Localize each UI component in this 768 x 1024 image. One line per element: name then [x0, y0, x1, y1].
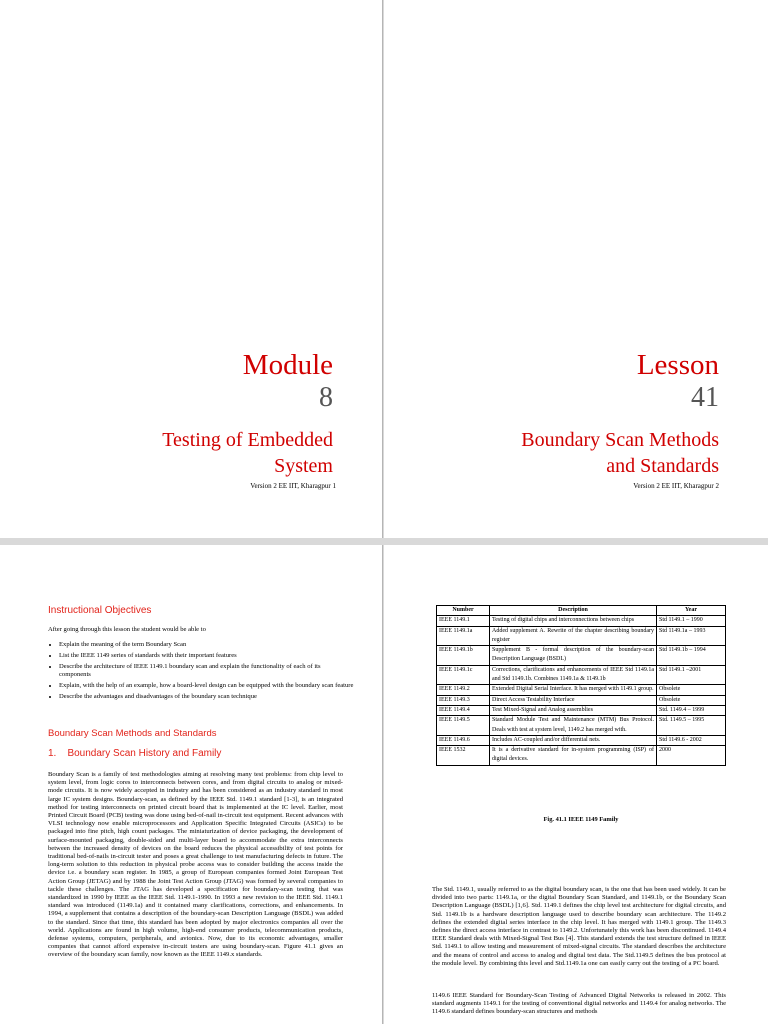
- module-title-line-2: System: [274, 455, 333, 477]
- table-cell: IEEE 1149.1c: [437, 665, 490, 685]
- table-cell: Supplement B - formal description of the boundary-scan Description Language (BSDL): [490, 646, 657, 666]
- table-cell: Added supplement A. Rewrite of the chapter describing boundary register: [490, 626, 657, 646]
- table-cell: Obsolete: [657, 695, 726, 705]
- page-1: [0, 0, 383, 538]
- lesson-title-line-1: Boundary Scan Methods: [521, 429, 719, 451]
- table-header-row: [437, 606, 726, 616]
- table-row: [437, 695, 726, 705]
- table-cell: Std 1149.6 - 2002: [657, 735, 726, 745]
- table-row: [437, 685, 726, 695]
- table-cell: Corrections, clarifications and enhancements of IEEE Std 1149.1a and Std 1149.1b. Combines 1149.1a & 1149.1b: [490, 665, 657, 685]
- lesson-title-line-2: and Standards: [606, 455, 719, 477]
- table-cell: Std 1149.1 – 1990: [657, 616, 726, 626]
- table-cell: IEEE 1149.1: [437, 616, 490, 626]
- table-cell: Std 1149.1 –2001: [657, 665, 726, 685]
- table-cell: 2000: [657, 746, 726, 766]
- list-item: • Explain the meaning of the term Boundary Scan: [59, 641, 354, 649]
- table-row: [437, 735, 726, 745]
- table-cell: IEEE 1149.3: [437, 695, 490, 705]
- list-item: • Describe the architecture of IEEE 1149.1 boundary scan and explain the functionality of each of its components: [59, 663, 354, 679]
- table-cell: It is a derivative standard for in-system programming (ISP) of digital devices.: [490, 746, 657, 766]
- table-cell: IEEE 1149.2: [437, 685, 490, 695]
- objectives-list: [47, 641, 354, 704]
- module-number: 8: [319, 382, 333, 413]
- list-item: • Describe the advantages and disadvantages of the boundary scan technique: [59, 693, 354, 701]
- table-cell: IEEE 1532: [437, 746, 490, 766]
- body-paragraph-1: The Std. 1149.1, usually referred to as the digital boundary scan, is the one that has been used widely. It can be divided into two parts: 1149.1a, or the digital Boundary Scan Standard, and 1149.1b, or the Boundary Scan Description Language (BSDL) [1,6]. Std. 1149.1 defines the chip level test architecture for digital circuits, and Std. 1149.1b is a hardware description language used to describe boundary scan architecture. The 1149.2 defines the extended digital series interface in the chip level. It has merged with 1149.1 group. The 1149.3 defines the direct access interface in contrast to 1149.2. Unfortunately this work has been discontinued. 1149.4 IEEE Standard deals with Mixed-Signal Test Bus [4]. This standard extends the test structure defined in IEEE Std. 1149.1 to allow testing and measurement of mixed-signal circuits. The standard describes the architecture and the means of control and access to analog and digital test data. The Std.1149.5 defines the bus protocol at the module level. By combining this level and Std.1149.1a one can easily carry out the testing of a PC board.: [432, 886, 726, 967]
- objectives-heading: Instructional Objectives: [48, 605, 152, 616]
- table-cell: IEEE 1149.6: [437, 735, 490, 745]
- list-item: • List the IEEE 1149 series of standards with their important features: [59, 652, 354, 660]
- table-cell: IEEE 1149.5: [437, 716, 490, 736]
- page-footer: Version 2 EE IIT, Kharagpur 2: [633, 482, 719, 490]
- table-cell: Standard Module Test and Maintenance (MTM) Bus Protocol. Deals with test at system level, 1149.2 has merged with.: [490, 716, 657, 736]
- table-cell: Testing of digital chips and interconnections between chips: [490, 616, 657, 626]
- body-paragraph-2: 1149.6 IEEE Standard for Boundary-Scan Testing of Advanced Digital Networks is released in 2002. This standard augments 1149.1 for the testing of conventional digital networks and 1149.4 for analog networks. The 1149.6 standard defines boundary-scan structures and methods: [432, 992, 726, 1016]
- table-cell: IEEE 1149.4: [437, 705, 490, 715]
- table-cell: Direct Access Testability Interface: [490, 695, 657, 705]
- module-title-block: [162, 349, 333, 479]
- table-row: [437, 616, 726, 626]
- column-header: Number: [437, 606, 490, 616]
- section-heading: Boundary Scan Methods and Standards: [48, 728, 217, 739]
- lesson-label: Lesson: [636, 349, 719, 381]
- column-header: Year: [657, 606, 726, 616]
- page-4: [384, 545, 768, 1024]
- table-cell: Std 1149.1b – 1994: [657, 646, 726, 666]
- table-row: [437, 716, 726, 736]
- table-cell: Test Mixed-Signal and Analog assemblies: [490, 705, 657, 715]
- table-cell: Extended Digital Serial Interface. It has merged with 1149.1 group.: [490, 685, 657, 695]
- page-2: [384, 0, 768, 538]
- table-cell: Obsolete: [657, 685, 726, 695]
- column-header: Description: [490, 606, 657, 616]
- figure-caption: Fig. 41.1 IEEE 1149 Family: [543, 816, 619, 823]
- page-3: [0, 545, 383, 1024]
- table-row: [437, 626, 726, 646]
- subsection-heading: 1. Boundary Scan History and Family: [48, 748, 222, 759]
- table-row: [437, 646, 726, 666]
- table-cell: IEEE 1149.1b: [437, 646, 490, 666]
- table-row: [437, 665, 726, 685]
- module-label: Module: [242, 349, 333, 381]
- table-cell: Std. 1149.4 – 1999: [657, 705, 726, 715]
- table-row: [437, 746, 726, 766]
- table-cell: Std. 1149.5 – 1995: [657, 716, 726, 736]
- ieee-1149-table: [436, 605, 726, 766]
- lesson-title-block: [521, 349, 719, 479]
- list-item: • Explain, with the help of an example, how a board-level design can be equipped with the boundary scan feature: [59, 682, 354, 690]
- body-paragraph: Boundary Scan is a family of test methodologies aiming at resolving many test problems: from chip level to system level, from logic cores to interconnects between cores, and from digital circuits to analog or mixed-mode circuits. It is now widely accepted in industry and has been considered as an industry standard in most large IC system designs. Boundary-scan, as defined by the IEEE Std. 1149.1 standard [1-3], is an integrated method for testing interconnects on printed circuit board that is implemented at the IC level. Earlier, most Printed Circuit Board (PCB) testing was done using bed-of-nail in-circuit test equipment. Recent advances with VLSI technology now enable microprocessors and Application Specific Integrated Circuits (ASICs) to be packaged into fine pitch, high count packages. The miniaturization of device packaging, the development of surface-mounted packaging, double-sided and multi-layer board to accommodate the extra interconnects between the increased density of devices on the board reduces the physical accessibility of test points for traditional bed-of-nails in-circuit tester and poses a great challenge to test manufacturing defects in future. The long-term solution to this reduction in physical probe access was to consider building the access inside the device i.e. a boundary scan register. In 1985, a group of European companies formed Joint European Test Action Group (JETAG) and by 1988 the Joint Test Action Group (JTAG) was formed by several companies to tackle these challenges. The JTAG has developed a specification for boundary-scan testing that was standardized in 1990 by IEEE as the IEEE Std. 1149.1-1990. In 1993 a new revision to the IEEE Std. 1149.1 standard was introduced (1149.1a) and it contained many clarifications, corrections, and enhancements. In 1994, a supplement that contains a description of the boundary-scan Description Language (BSDL) was added to the standard. Since that time, this standard has been adopted by major electronics companies all over the world. Applications are found in high volume, high-end consumer products, telecommunication products, defense systems, computers, peripherals, and avionics. Now, due to its economic advantages, smaller companies that cannot afford expensive in-circuit testers are using boundary-scan. Figure 41.1 gives an overview of the boundary scan family, now known as the IEEE 1149.x standards.: [48, 771, 343, 959]
- objectives-intro: After going through this lesson the student would be able to: [48, 626, 206, 633]
- module-title-line-1: Testing of Embedded: [162, 429, 333, 451]
- table-cell: Std 1149.1a – 1993: [657, 626, 726, 646]
- table-cell: Includes AC-coupled and/or differential nets.: [490, 735, 657, 745]
- table-row: [437, 705, 726, 715]
- table-cell: IEEE 1149.1a: [437, 626, 490, 646]
- lesson-number: 41: [691, 382, 719, 413]
- page-footer: Version 2 EE IIT, Kharagpur 1: [250, 482, 336, 490]
